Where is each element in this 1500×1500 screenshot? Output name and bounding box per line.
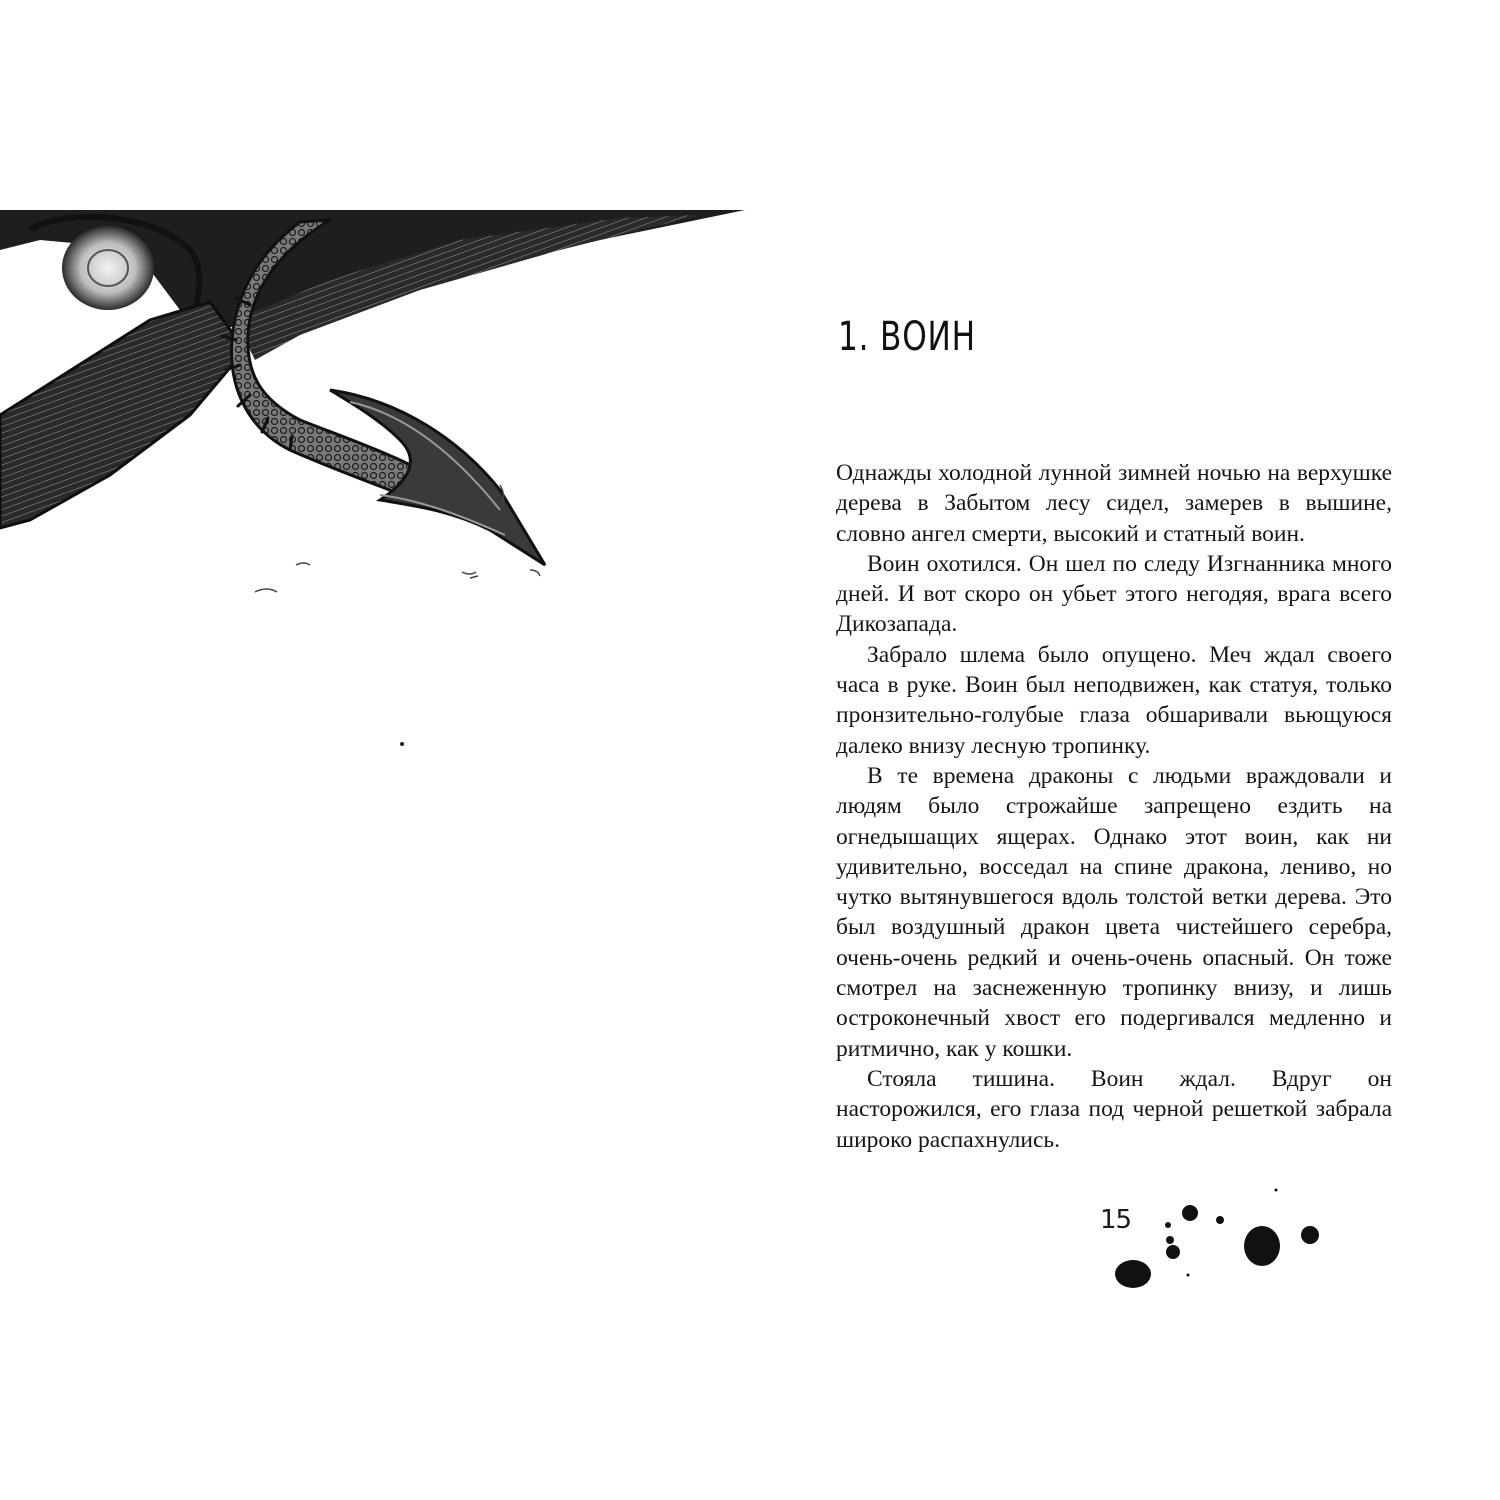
ink-dot bbox=[400, 742, 404, 746]
chapter-title: 1. ВОИН bbox=[838, 314, 976, 360]
paragraph: Однажды холодной лунной зимней ночью на верхушке дерева в Забытом лесу сидел, замерев в вышине, словно ангел смерти, высокий и статный воин. bbox=[836, 460, 1392, 547]
paragraph: Стояла тишина. Воин ждал. Вдруг он насторожился, его глаза под черной решеткой забрала широко распахнулись. bbox=[836, 1065, 1392, 1153]
paragraph: В те времена драконы с людьми враждовали и людям было строжайше запрещено ездить на огнедышащих ящерах. Однако этот воин, как ни удивительно, восседал на спине дракона, лениво, но чутко вытянувшегося вдоль толстой ветки дерева. Это был воздушный дракон цвета чистейшего серебра, очень-очень редкий и очень-очень опасный. Он тоже смотрел на заснеженную тропинку внизу, и лишь остроконечный хвост его подергивался медленно и ритмично, как у кошки. bbox=[836, 762, 1392, 1062]
chapter-body bbox=[836, 458, 1392, 1155]
paragraph: Забрало шлема было опущено. Меч ждал своего часа в руке. Воин был неподвижен, как статуя, только пронзительно-голубые глаза обшаривали вьющуюся далеко внизу лесную тропинку. bbox=[836, 641, 1392, 759]
page-number: 15 bbox=[1100, 1205, 1132, 1235]
paragraph: Воин охотился. Он шел по следу Изгнанника много дней. И вот скоро он убьет этого негодяя, врага всего Дикозапада. bbox=[836, 550, 1392, 638]
ink-blots-icon bbox=[1100, 1180, 1340, 1300]
dragon-tail-icon bbox=[0, 210, 760, 630]
